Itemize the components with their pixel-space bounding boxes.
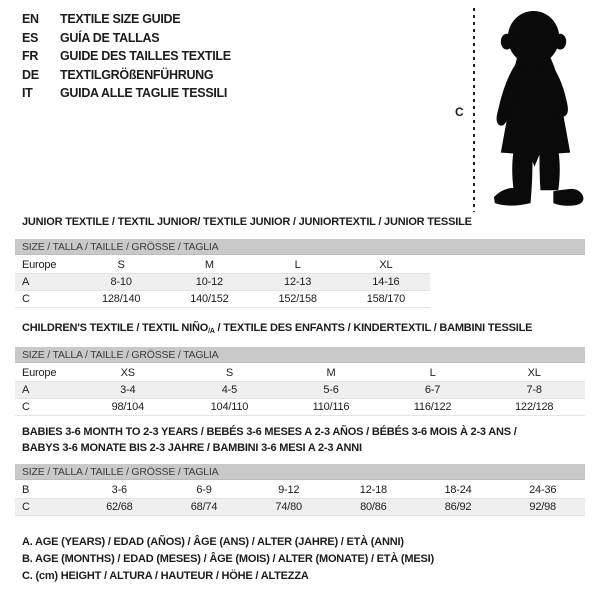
lang-title: TEXTILGRÖßENFÜHRUNG bbox=[60, 67, 214, 82]
row-label: A bbox=[22, 384, 30, 396]
measure-label-c: C bbox=[455, 105, 464, 119]
table-row bbox=[15, 399, 585, 416]
table-row bbox=[15, 499, 585, 516]
age-cell: 10-12 bbox=[195, 276, 223, 288]
height-cell: 104/110 bbox=[210, 401, 249, 413]
height-cell: 98/104 bbox=[111, 401, 145, 413]
size-cell: M bbox=[326, 367, 336, 379]
lang-row-it bbox=[22, 84, 231, 103]
row-label: A bbox=[22, 276, 30, 288]
size-cell: L bbox=[429, 367, 436, 379]
language-title-block bbox=[22, 10, 231, 103]
lang-code: EN bbox=[22, 12, 39, 27]
lang-title: TEXTILE SIZE GUIDE bbox=[60, 12, 181, 27]
lang-title: GUÍA DE TALLAS bbox=[60, 30, 160, 45]
lang-code: DE bbox=[22, 67, 39, 82]
table-row bbox=[15, 382, 585, 399]
table-row bbox=[15, 291, 430, 308]
junior-size-header: SIZE / TALLA / TAILLE / GRÖSSE / TAGLIA bbox=[15, 239, 585, 255]
size-cell: XL bbox=[527, 367, 541, 379]
lang-row-fr bbox=[22, 47, 231, 66]
size-cell: XS bbox=[120, 367, 135, 379]
table-row bbox=[15, 257, 430, 274]
junior-table bbox=[15, 257, 430, 308]
age-cell: 24-36 bbox=[529, 484, 557, 496]
age-cell: 9-12 bbox=[278, 484, 300, 496]
size-cell: M bbox=[204, 259, 214, 271]
row-label: Europe bbox=[22, 367, 57, 379]
lang-title: GUIDE DES TAILLES TEXTILE bbox=[60, 49, 231, 64]
table-row bbox=[15, 274, 430, 291]
row-label: C bbox=[22, 401, 30, 413]
age-cell: 6-7 bbox=[424, 384, 441, 396]
height-cell: 140/152 bbox=[190, 293, 229, 305]
note-age-years: A. AGE (YEARS) / EDAD (AÑOS) / ÂGE (ANS) / ALTER (JAHRE) / ETÀ (ANNI) bbox=[22, 536, 404, 548]
children-table-title bbox=[22, 322, 532, 335]
height-cell: 158/170 bbox=[366, 293, 406, 305]
age-cell: 4-5 bbox=[221, 384, 238, 396]
age-cell: 7-8 bbox=[526, 384, 542, 396]
age-cell: 12-18 bbox=[359, 484, 387, 496]
size-cell: L bbox=[294, 259, 301, 271]
title-subscript: /A bbox=[208, 328, 215, 335]
height-cell: 80/86 bbox=[360, 501, 387, 513]
age-cell: 3-4 bbox=[120, 384, 136, 396]
babies-size-header: SIZE / TALLA / TAILLE / GRÖSSE / TAGLIA bbox=[15, 464, 585, 480]
row-label: B bbox=[22, 484, 30, 496]
size-cell: S bbox=[117, 259, 125, 271]
babies-table bbox=[15, 482, 585, 516]
junior-table-title: JUNIOR TEXTILE / TEXTIL JUNIOR/ TEXTILE JUNIOR / JUNIORTEXTIL / JUNIOR TESSILE bbox=[22, 216, 472, 228]
lang-code: ES bbox=[22, 30, 39, 45]
note-height: C. (cm) HEIGHT / ALTURA / HAUTEUR / HÖHE / ALTEZZA bbox=[22, 570, 309, 582]
height-cell: 110/116 bbox=[312, 401, 350, 413]
size-cell: XL bbox=[379, 259, 393, 271]
lang-code: FR bbox=[22, 49, 39, 64]
age-cell: 18-24 bbox=[444, 484, 472, 496]
title-part: CHILDREN'S TEXTILE / TEXTIL NIÑO bbox=[22, 322, 209, 334]
height-cell: 122/128 bbox=[514, 401, 554, 413]
age-cell: 8-10 bbox=[110, 276, 132, 288]
lang-row-en bbox=[22, 10, 231, 29]
table-row bbox=[15, 365, 585, 382]
age-cell: 6-9 bbox=[196, 484, 212, 496]
height-cell: 152/158 bbox=[278, 293, 317, 305]
age-cell: 5-6 bbox=[323, 384, 339, 396]
height-cell: 92/98 bbox=[529, 501, 556, 513]
age-cell: 3-6 bbox=[111, 484, 127, 496]
age-cell: 12-13 bbox=[284, 276, 312, 288]
row-label: Europe bbox=[22, 259, 57, 271]
note-age-months: B. AGE (MONTHS) / EDAD (MESES) / ÂGE (MOIS) / ALTER (MONATE) / ETÀ (MESI) bbox=[22, 553, 434, 565]
height-cell: 68/74 bbox=[190, 501, 218, 513]
height-cell: 62/68 bbox=[106, 501, 133, 513]
row-label: C bbox=[22, 293, 30, 305]
children-size-header: SIZE / TALLA / TAILLE / GRÖSSE / TAGLIA bbox=[15, 347, 585, 363]
children-table bbox=[15, 365, 585, 416]
lang-row-de bbox=[22, 66, 231, 85]
legend-notes bbox=[22, 534, 434, 585]
height-cell: 86/92 bbox=[444, 501, 472, 513]
height-cell: 74/80 bbox=[275, 501, 302, 513]
babies-table-title-line2: BABYS 3-6 MONATE BIS 2-3 JAHRE / BAMBINI 3-6 MESI A 2-3 ANNI bbox=[22, 442, 362, 454]
table-row bbox=[15, 482, 585, 499]
height-cell: 116/122 bbox=[413, 401, 452, 413]
age-cell: 14-16 bbox=[372, 276, 400, 288]
lang-row-es bbox=[22, 29, 231, 48]
lang-title: GUIDA ALLE TAGLIE TESSILI bbox=[60, 86, 228, 101]
lang-code: IT bbox=[22, 86, 33, 101]
title-part: / TEXTILE DES ENFANTS / KINDERTEXTIL / BAMBINI TESSILE bbox=[214, 322, 533, 334]
toddler-silhouette-icon bbox=[478, 6, 592, 214]
size-cell: S bbox=[225, 367, 233, 379]
row-label: C bbox=[22, 501, 30, 513]
height-measure-dashed-line bbox=[473, 8, 475, 212]
babies-table-title-line1: BABIES 3-6 MONTH TO 2-3 YEARS / BEBÉS 3-6 MESES A 2-3 AÑOS / BÉBÉS 3-6 MOIS À 2-3 ANS / bbox=[22, 426, 517, 438]
height-cell: 128/140 bbox=[101, 293, 141, 305]
